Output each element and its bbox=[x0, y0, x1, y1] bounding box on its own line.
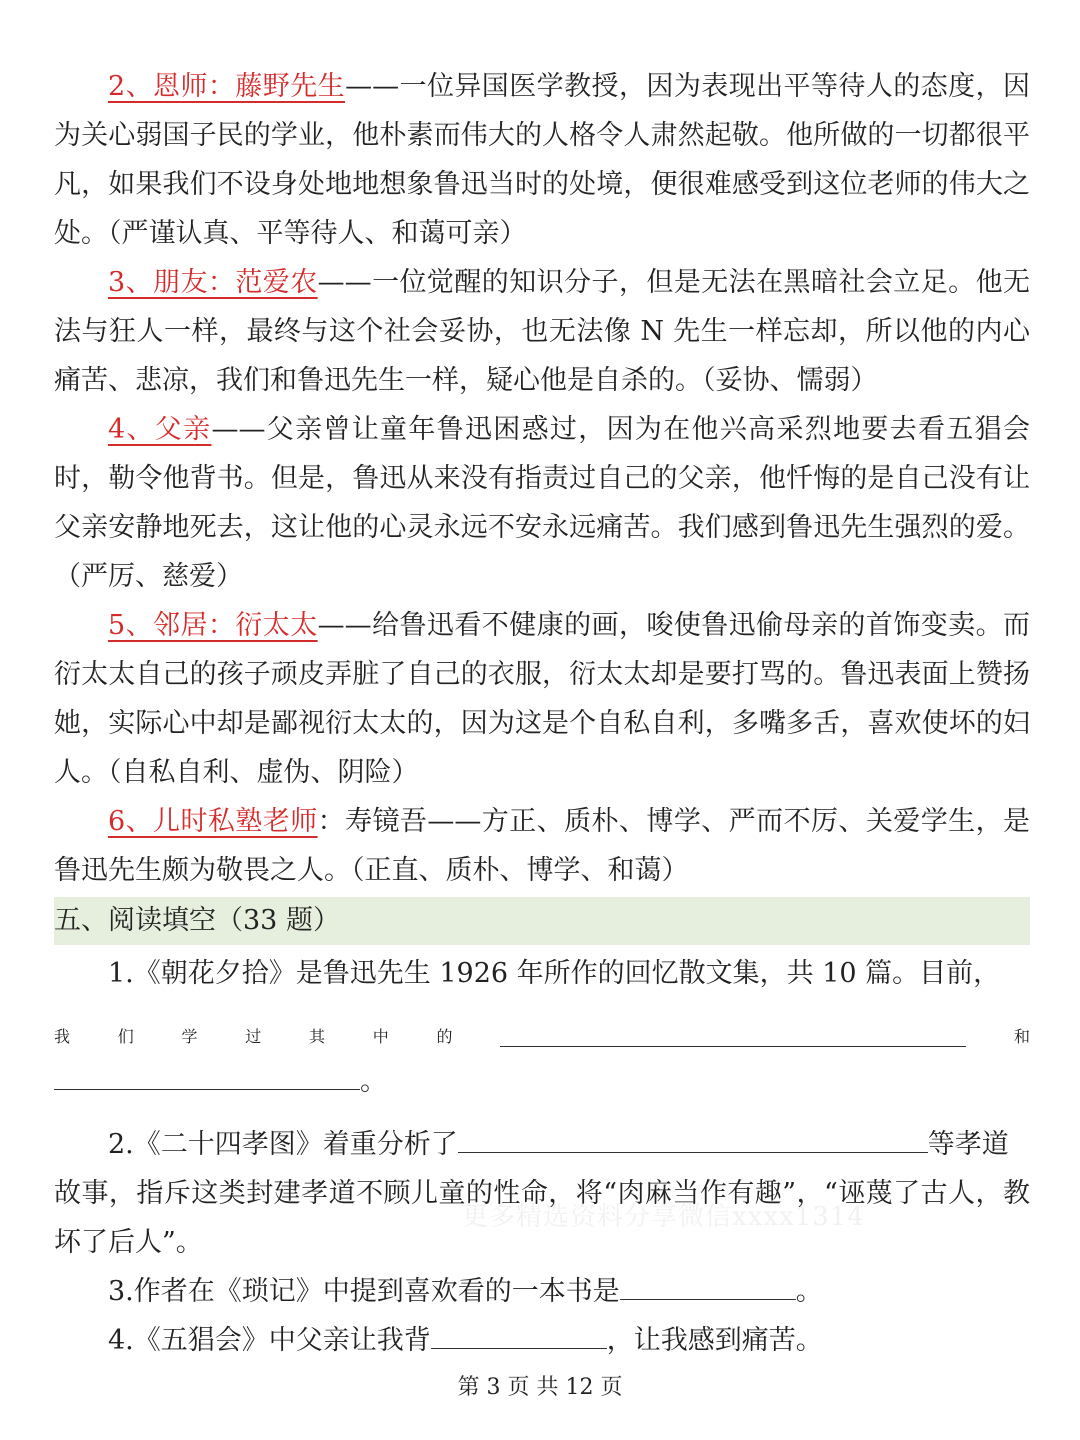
paragraph-text: ：寿镜吾——方正、质朴、博学、严而不厉、关爱学生，是鲁迅先生颇为敬畏之人。（正直、质朴、博学、和蔼） bbox=[54, 806, 1030, 886]
paragraph-text: ——一位异国医学教授，因为表现出平等待人的态度，因为关心弱国子民的学业，他朴素而伟大的人格令人肃然起敬。他所做的一切都很平凡，如果我们不设身处地地想象鲁迅当时的处境，便很难感受到这位老师的伟大之处。（严谨认真、平等待人、和蔼可亲） bbox=[54, 71, 1031, 249]
question-1-line-3 bbox=[54, 1057, 1030, 1106]
question-4-suffix: ，让我感到痛苦。 bbox=[606, 1325, 823, 1356]
answer-blank-q1-a[interactable] bbox=[500, 1016, 966, 1047]
paragraph-tutor-shou bbox=[54, 797, 1030, 895]
paragraph-father bbox=[54, 405, 1030, 601]
paragraph-text: ——给鲁迅看不健康的画，唆使鲁迅偷母亲的首饰变卖。而衍太太自己的孩子顽皮弄脏了自己的衣服，衍太太却是要打骂的。鲁迅表面上赞扬她，实际心中却是鄙视衍太太的，因为这是个自私自利，多嘴多舌，喜欢使坏的妇人。（自私自利、虚伪、阴险） bbox=[54, 610, 1030, 788]
q1-char: 的 bbox=[436, 1027, 453, 1046]
paragraph-neighbor-yan bbox=[54, 601, 1030, 797]
question-1-line-1 bbox=[54, 949, 1030, 998]
question-2-suffix: 等孝道 bbox=[927, 1129, 1009, 1160]
q1-and: 和 bbox=[1013, 1027, 1030, 1046]
question-4 bbox=[54, 1316, 1030, 1365]
paragraph-label: 6、儿时私塾老师 bbox=[108, 806, 318, 837]
q1-period: 。 bbox=[360, 1066, 387, 1097]
question-4-text: 4.《五猖会》中父亲让我背 bbox=[108, 1325, 431, 1356]
section-heading-reading-fill bbox=[54, 897, 1030, 945]
answer-blank-q3[interactable] bbox=[620, 1269, 796, 1300]
answer-blank-q1-b[interactable] bbox=[54, 1059, 360, 1090]
content-area bbox=[54, 62, 1030, 1365]
page-footer: 第 3 页 共 12 页 bbox=[457, 1375, 623, 1400]
question-2-text: 2.《二十四孝图》着重分析了 bbox=[108, 1129, 458, 1160]
paragraph-label: 4、父亲 bbox=[108, 414, 212, 445]
paragraph-label: 3、朋友：范爱农 bbox=[108, 267, 318, 298]
watermark: 更多精选资料分享微信xxxx1314 bbox=[462, 1202, 865, 1232]
question-3-text: 3.作者在《琐记》中提到喜欢看的一本书是 bbox=[108, 1276, 620, 1307]
question-3 bbox=[54, 1267, 1030, 1316]
question-1-text: 1.《朝花夕拾》是鲁迅先生 1926 年所作的回忆散文集，共 10 篇。目前， bbox=[108, 958, 1001, 989]
paragraph-label: 2、恩师：藤野先生 bbox=[108, 71, 346, 102]
q3-period: 。 bbox=[795, 1276, 823, 1307]
question-2-line-1 bbox=[54, 1120, 1030, 1169]
q1-char: 学 bbox=[181, 1027, 198, 1046]
paragraph-label: 5、邻居：衍太太 bbox=[108, 610, 318, 641]
q1-char: 其 bbox=[309, 1027, 326, 1046]
answer-blank-q2[interactable] bbox=[458, 1122, 928, 1153]
question-2-continuation: 故事，指斥这类封建孝道不顾儿童的性命，将“肉麻当作有趣”，“诬蔑了古人，教坏了后人”。 bbox=[54, 1178, 1030, 1258]
paragraph-text: ——一位觉醒的知识分子，但是无法在黑暗社会立足。他无法与狂人一样，最终与这个社会妥协，也无法像 N 先生一样忘却，所以他的内心痛苦、悲凉，我们和鲁迅先生一样，疑心他是自杀的。（妥协、懦弱） bbox=[54, 267, 1030, 396]
paragraph-friend-fan-ainong bbox=[54, 258, 1030, 405]
paragraph-text: ——父亲曾让童年鲁迅困惑过，因为在他兴高采烈地要去看五猖会时，勒令他背书。但是，鲁迅从来没有指责过自己的父亲，他忏悔的是自己没有让父亲安静地死去，这让他的心灵永远不安永远痛苦。我们感到鲁迅先生强烈的爱。（严厉、慈爱） bbox=[54, 414, 1030, 592]
q1-char: 过 bbox=[245, 1027, 262, 1046]
section-title: 五、阅读填空（33 题） bbox=[54, 905, 340, 936]
answer-blank-q4[interactable] bbox=[431, 1318, 607, 1349]
question-1-line-2 bbox=[54, 998, 1030, 1047]
paragraph-teacher-fujino bbox=[54, 62, 1030, 258]
q1-char: 中 bbox=[372, 1027, 389, 1046]
q1-char: 我 bbox=[54, 1027, 71, 1046]
q1-char: 们 bbox=[117, 1027, 134, 1046]
